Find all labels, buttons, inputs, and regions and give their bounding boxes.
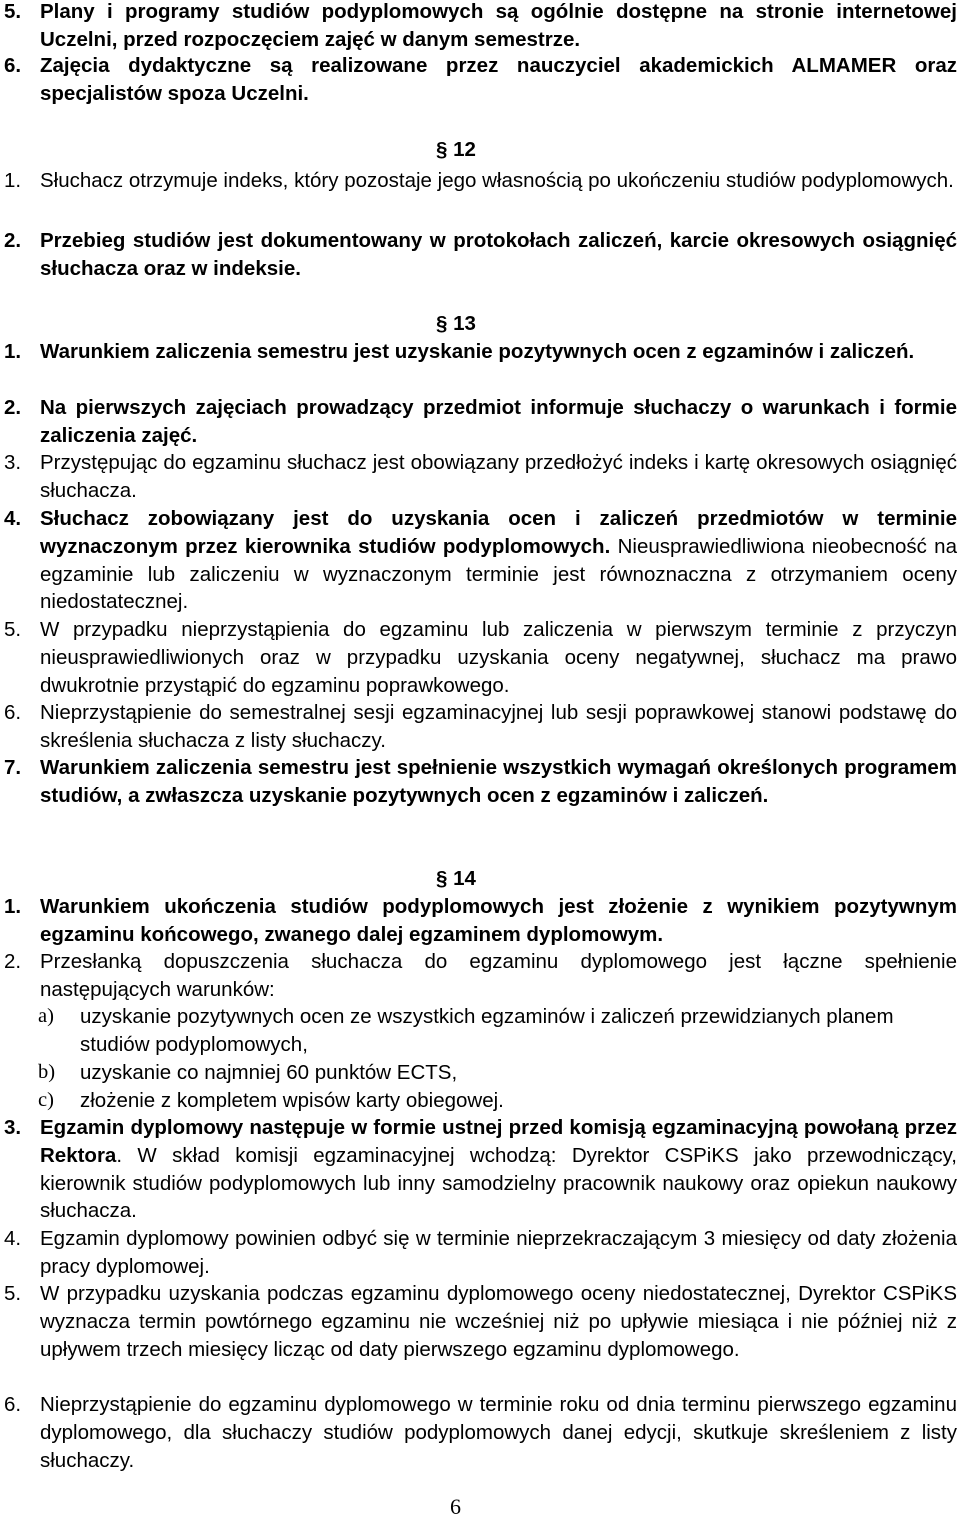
condition-letter: a) xyxy=(38,1005,54,1027)
condition-item xyxy=(38,1087,957,1115)
list-item xyxy=(0,394,957,450)
list-item xyxy=(0,1391,957,1474)
item-number: 4. xyxy=(4,1227,22,1250)
list-item xyxy=(0,1225,957,1281)
item-text-bold: Słuchacz zobowiązany jest do uzyskania ocen i zaliczeń przedmiotów w terminie wyznaczonym przez kierownika studiów podyplomowych. xyxy=(40,507,957,558)
item-text: Słuchacz otrzymuje indeks, który pozostaje jego własnością po ukończeniu studiów podyplomowych. xyxy=(40,169,954,192)
item-text: Nieusprawiedliwiona nieobecność na egzaminie lub zaliczeniu w wyznaczonym terminie jest równoznaczna z otrzymaniem oceny niedostatecznej. xyxy=(40,534,957,614)
item-number: 3. xyxy=(4,451,22,474)
page-number: 6 xyxy=(450,1494,461,1519)
item-text: W przypadku uzyskania podczas egzaminu dyplomowego oceny niedostatecznej, Dyrektor CSPiKS wyznacza termin powtórnego egzaminu nie wcześniej niż po upływie miesiąca i nie później niż z upływem trzech miesięcy licząc od daty pierwszego egzaminu dyplomowego. xyxy=(40,1282,957,1361)
condition-text: uzyskanie co najmniej 60 punktów ECTS, xyxy=(80,1061,458,1084)
item-text: W przypadku nieprzystąpienia do egzaminu lub zaliczenia w pierwszym terminie z przyczyn nieusprawiedliwionych oraz w przypadku uzyskania oceny negatywnej, słuchacz ma prawo dwukrotnie przystąpić do egzaminu poprawkowego. xyxy=(40,618,957,697)
list-item xyxy=(0,338,957,366)
item-number: 6. xyxy=(4,54,22,77)
item-text: Egzamin dyplomowy powinien odbyć się w terminie nieprzekraczającym 3 miesięcy od daty złożenia pracy dyplomowej. xyxy=(40,1227,957,1278)
item-text: . W skład komisji egzaminacyjnej wchodzą: Dyrektor CSPiKS jako przewodniczący, kierownik studiów podyplomowych lub inny samodzielny pracownik naukowy oraz opiekun naukowy słuchacza. xyxy=(40,1143,957,1223)
item-text: Przesłanką dopuszczenia słuchacza do egzaminu dyplomowego jest łączne spełnienie następujących warunków: xyxy=(40,950,957,1001)
item-text: Zajęcia dydaktyczne są realizowane przez nauczyciel akademickich ALMAMER oraz specjalistów spoza Uczelni. xyxy=(40,54,957,105)
list-item xyxy=(0,616,957,699)
item-number: 2. xyxy=(4,396,22,419)
section-number: 14 xyxy=(453,867,476,890)
section-symbol: § xyxy=(436,312,448,335)
section-heading-14 xyxy=(436,865,476,893)
item-text: Warunkiem zaliczenia semestru jest uzyskanie pozytywnych ocen z egzaminów i zaliczeń. xyxy=(40,340,915,363)
condition-letter: c) xyxy=(38,1089,54,1111)
list-item xyxy=(0,167,957,195)
list-item xyxy=(0,0,957,54)
condition-item xyxy=(38,1003,957,1059)
list-item xyxy=(0,948,957,1004)
section-symbol: § xyxy=(436,138,448,161)
item-text: Przystępując do egzaminu słuchacz jest obowiązany przedłożyć indeks i kartę okresowych osiągnięć słuchacza. xyxy=(40,451,957,502)
list-item xyxy=(0,505,957,616)
item-number: 2. xyxy=(4,229,22,252)
section-symbol: § xyxy=(436,867,448,890)
list-item xyxy=(0,449,957,505)
item-number: 5. xyxy=(4,618,22,641)
condition-text: złożenie z kompletem wpisów karty obiegowej. xyxy=(80,1089,504,1112)
item-number: 1. xyxy=(4,895,22,918)
list-item xyxy=(0,1280,957,1363)
list-item xyxy=(0,1114,957,1225)
item-text: Warunkiem ukończenia studiów podyplomowych jest złożenie z wynikiem pozytywnym egzaminu końcowego, zwanego dalej egzaminem dyplomowym. xyxy=(40,895,957,946)
condition-letter: b) xyxy=(38,1061,56,1083)
item-number: 2. xyxy=(4,950,22,973)
item-text: Przebieg studiów jest dokumentowany w protokołach zaliczeń, karcie okresowych osiągnięć słuchacza oraz w indeksie. xyxy=(40,229,957,280)
item-text: Nieprzystąpienie do egzaminu dyplomowego w terminie roku od dnia terminu pierwszego egzaminu dyplomowego, dla słuchaczy studiów podyplomowych danej edycji, skutkuje skreśleniem z listy słuchaczy. xyxy=(40,1393,957,1472)
item-number: 1. xyxy=(4,340,22,363)
item-text: Na pierwszych zajęciach prowadzący przedmiot informuje słuchaczy o warunkach i formie zaliczenia zajęć. xyxy=(40,396,957,447)
item-number: 5. xyxy=(4,0,22,23)
item-text: Warunkiem zaliczenia semestru jest spełnienie wszystkich wymagań określonych programem studiów, a zwłaszcza uzyskanie pozytywnych ocen z egzaminów i zaliczeń. xyxy=(40,756,957,807)
section-number: 12 xyxy=(453,138,476,161)
section-heading-12 xyxy=(436,136,476,164)
item-number: 3. xyxy=(4,1116,22,1139)
item-text: Nieprzystąpienie do semestralnej sesji egzaminacyjnej lub sesji poprawkowej stanowi podstawę do skreślenia słuchacza z listy słuchaczy. xyxy=(40,701,957,752)
item-number: 1. xyxy=(4,169,22,192)
item-number: 4. xyxy=(4,507,22,530)
list-item xyxy=(0,754,957,810)
item-number: 6. xyxy=(4,701,22,724)
section-heading-13 xyxy=(436,310,476,338)
item-text: Plany i programy studiów podyplomowych są ogólnie dostępne na stronie internetowej Uczelni, przed rozpoczęciem zajęć w danym semestrze. xyxy=(40,0,957,51)
condition-text: uzyskanie pozytywnych ocen ze wszystkich egzaminów i zaliczeń przewidzianych planem studiów podyplomowych, xyxy=(80,1005,894,1056)
list-item xyxy=(0,699,957,755)
list-item xyxy=(0,52,957,108)
condition-item xyxy=(38,1059,957,1087)
section-number: 13 xyxy=(453,312,476,335)
list-item xyxy=(0,227,957,283)
item-text-bold: Egzamin dyplomowy następuje w formie ustnej przed komisją egzaminacyjną powołaną przez Rektora xyxy=(40,1116,957,1167)
item-number: 7. xyxy=(4,756,22,779)
list-item xyxy=(0,893,957,949)
item-number: 6. xyxy=(4,1393,22,1416)
item-number: 5. xyxy=(4,1282,22,1305)
